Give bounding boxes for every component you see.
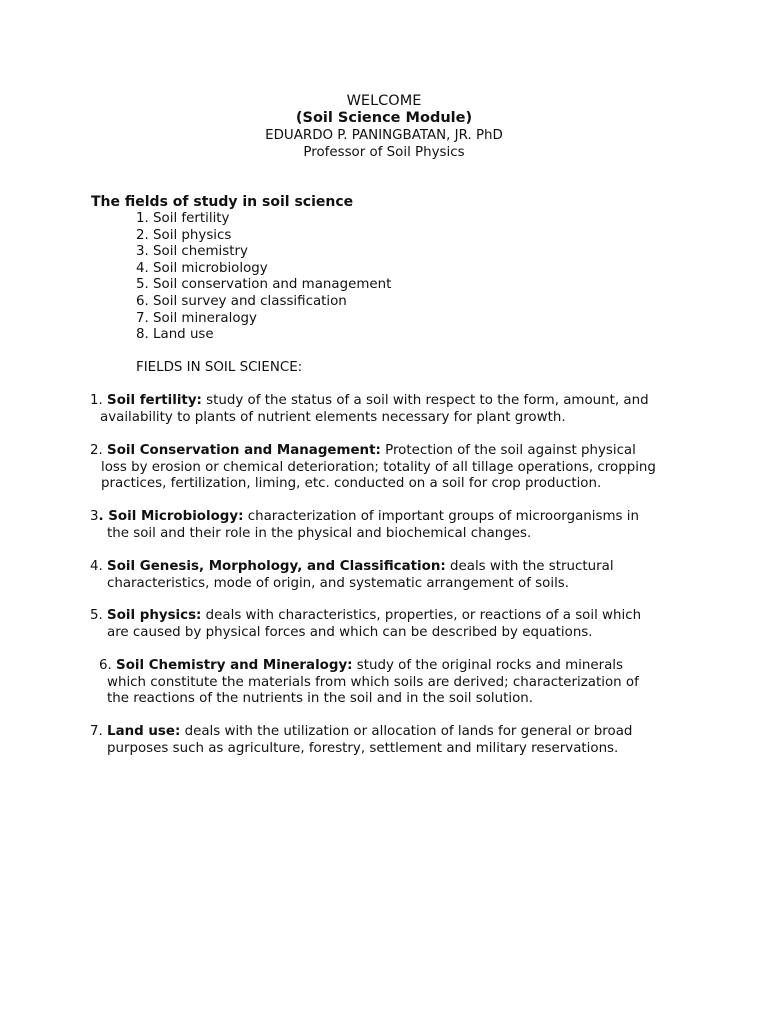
study-list: [136, 211, 391, 344]
field-entry-text: practices, fertilization, liming, etc. conducted on a soil for crop production.: [101, 476, 602, 492]
field-entry-text: availability to plants of nutrient elements necessary for plant growth.: [100, 409, 566, 425]
field-entry-text: characterization of important groups of microorganisms in: [243, 509, 639, 524]
field-entry-term: Soil physics:: [107, 608, 202, 623]
field-entry-number: 3: [90, 509, 99, 524]
field-entry-7: [90, 724, 677, 757]
field-entry-first-line: [90, 724, 677, 741]
field-entry-first-line: [90, 509, 677, 526]
field-entry-number: 7.: [90, 724, 108, 739]
field-entry-first-line: [90, 559, 677, 576]
study-heading: The fields of study in soil science: [91, 194, 354, 210]
field-entry-4: [90, 559, 677, 592]
field-entry-first-line: [90, 393, 677, 410]
study-list-item: 3. Soil chemistry: [136, 244, 248, 260]
field-entry-term: Soil fertility:: [107, 393, 202, 408]
field-entry-number: 1.: [90, 393, 108, 408]
field-entry-text: the soil and their role in the physical and biochemical changes.: [107, 525, 532, 541]
study-list-item: 7. Soil mineralogy: [136, 310, 257, 326]
field-entry-term: Soil Chemistry and Mineralogy:: [116, 658, 353, 673]
field-entry-text: characteristics, mode of origin, and systematic arrangement of soils.: [107, 575, 570, 591]
field-entry-text: the reactions of the nutrients in the soil and in the soil solution.: [107, 691, 534, 707]
author-name: EDUARDO P. PANINGBATAN, JR. PhD: [265, 128, 503, 143]
study-list-item: 5. Soil conservation and management: [136, 277, 392, 293]
welcome-title: WELCOME: [346, 93, 422, 109]
field-entry-number: 5.: [90, 608, 108, 623]
field-entry-1: [90, 393, 677, 426]
field-entry-text: deals with the structural: [445, 559, 614, 574]
study-list-item: 2. Soil physics: [136, 227, 232, 243]
field-entry-3: [90, 509, 677, 542]
field-entry-text: purposes such as agriculture, forestry, settlement and military reservations.: [107, 740, 619, 756]
module-title: (Soil Science Module): [295, 110, 473, 126]
field-entry-text: are caused by physical forces and which can be described by equations.: [107, 624, 593, 640]
field-entry-term: Soil Conservation and Management:: [107, 443, 381, 458]
author-position: Professor of Soil Physics: [303, 145, 465, 160]
study-list-item: 6. Soil survey and classification: [136, 293, 347, 309]
field-entry-text: deals with the utilization or allocation of lands for general or broad: [180, 724, 633, 739]
field-entry-term: Land use:: [107, 724, 181, 739]
study-list-item: 8. Land use: [136, 327, 214, 343]
field-entry-term: Soil Genesis, Morphology, and Classification:: [107, 559, 446, 574]
field-entry-text: study of the original rocks and minerals: [352, 658, 623, 673]
fields-title: FIELDS IN SOIL SCIENCE:: [136, 360, 303, 375]
field-entry-first-line: [90, 608, 677, 625]
field-entry-2: [90, 443, 677, 493]
field-entry-number: 2.: [90, 443, 108, 458]
study-list-item: 4. Soil microbiology: [136, 260, 268, 276]
field-entry-first-line: [90, 443, 677, 460]
field-entry-text: study of the status of a soil with respect to the form, amount, and: [201, 393, 649, 408]
field-entry-text: loss by erosion or chemical deterioration; totality of all tillage operations, cropping: [101, 459, 656, 475]
field-entry-6: [99, 658, 677, 708]
field-entry-number: 4.: [90, 559, 108, 574]
field-entry-5: [90, 608, 677, 641]
field-entry-text: deals with characteristics, properties, or reactions of a soil which: [201, 608, 642, 623]
field-entry-text: Protection of the soil against physical: [380, 443, 636, 458]
field-entry-term: . Soil Microbiology:: [98, 509, 244, 524]
study-list-item: 1. Soil fertility: [136, 211, 230, 226]
field-entry-number: 6.: [99, 658, 117, 673]
field-entry-text: which constitute the materials from which soils are derived; characterization of: [107, 674, 639, 690]
field-entry-first-line: [99, 658, 677, 675]
